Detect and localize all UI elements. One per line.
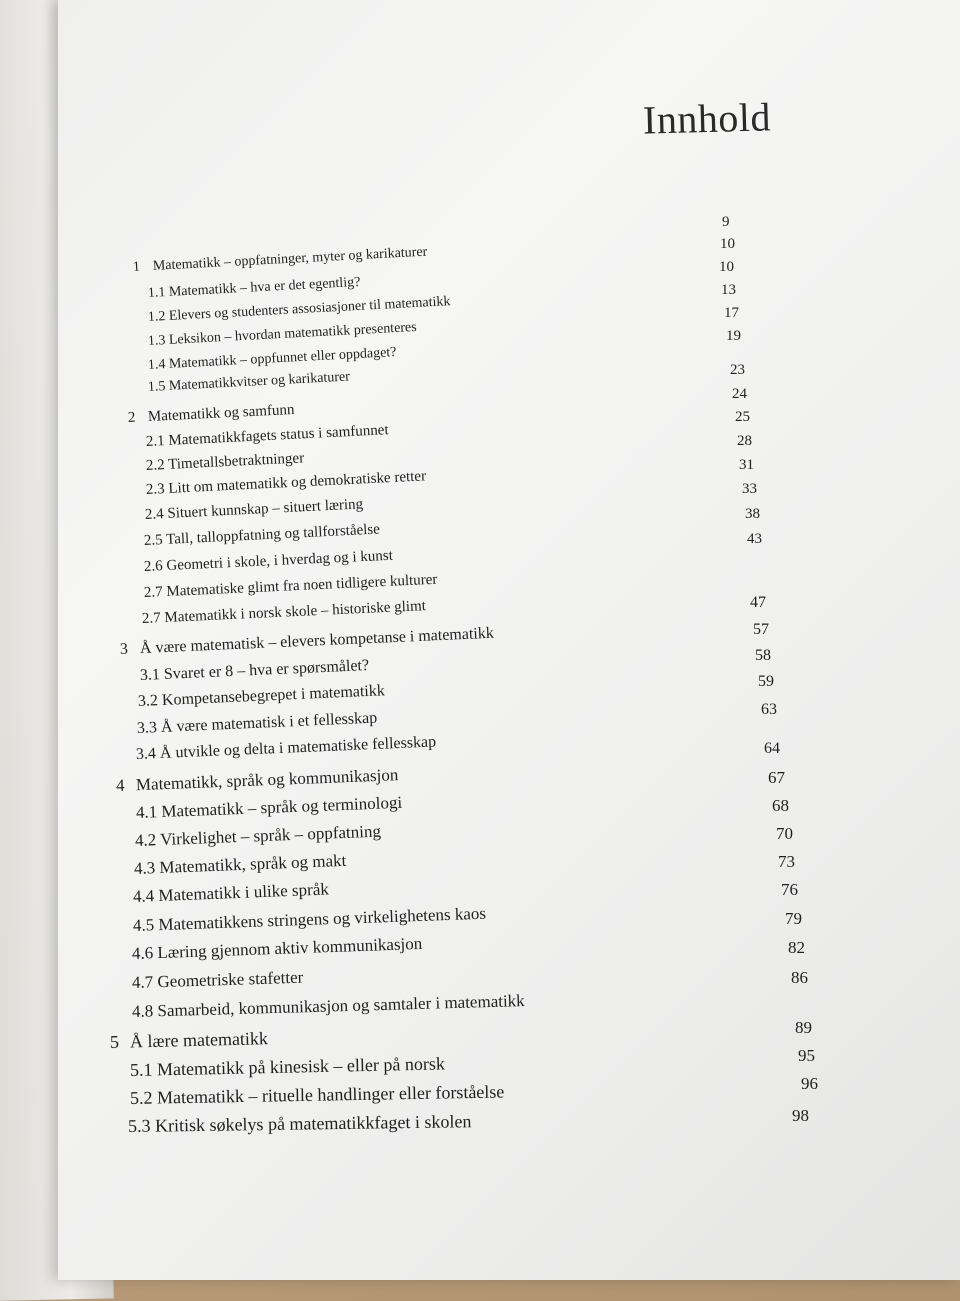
toc-page-number: 82 (788, 938, 805, 957)
section-entry: 4.1 Matematikk – språk og terminologi (135, 792, 403, 822)
chapter-title: Matematikk – oppfatninger, myter og karikaturer (152, 244, 428, 274)
section-entry: 2.7 Matematikk i norsk skole – historiske glimt (141, 598, 427, 627)
chapter-heading (128, 402, 295, 427)
chapter-title: Matematikk, språk og kommunikasjon (135, 765, 399, 795)
toc-page-number: 19 (726, 328, 741, 344)
toc-page-number: 64 (764, 740, 780, 757)
toc-page-number: 79 (785, 909, 802, 928)
section-entry: 3.1 Svaret er 8 – hva er spørsmålet? (139, 657, 370, 684)
section-entry: 4.6 Læring gjennom aktiv kommunikasjon (131, 933, 423, 963)
toc-page-number: 58 (755, 647, 771, 664)
toc-page-number: 76 (781, 880, 798, 899)
section-entry: 3.3 Å være matematisk i et fellesskap (136, 709, 378, 737)
section-entry: 2.1 Matematikkfagets status i samfunnet (145, 422, 389, 450)
chapter-number: 1 (132, 259, 141, 275)
section-entry: 1.3 Leksikon – hvordan matematikk presenteres (147, 319, 418, 349)
toc-page-number: 59 (758, 673, 774, 690)
section-entry: 4.5 Matematikkens stringens og virkelighetens kaos (132, 903, 487, 935)
section-entry: 4.8 Samarbeid, kommunikasjon og samtaler i matematikk (131, 991, 525, 1021)
toc-page-number: 43 (747, 531, 762, 547)
section-entry: 2.4 Situert kunnskap – situert læring (144, 496, 364, 523)
toc-page-number: 57 (753, 621, 769, 638)
chapter-heading (120, 625, 495, 659)
toc-page-number: 10 (719, 259, 734, 275)
toc-page-number: 33 (742, 481, 757, 497)
toc-page-number: 98 (792, 1106, 809, 1125)
section-entry: 5.3 Kritisk søkelys på matematikkfaget i skolen (127, 1111, 472, 1136)
section-entry: 3.2 Kompetansebegrepet i matematikk (137, 682, 386, 710)
toc-page-number: 95 (798, 1046, 815, 1065)
chapter-title: Å lære matematikk (129, 1028, 269, 1052)
toc-page-number: 68 (772, 796, 789, 815)
section-entry: 4.3 Matematikk, språk og makt (133, 850, 347, 878)
toc-page-number: 25 (735, 409, 750, 425)
chapter-heading (133, 245, 428, 276)
section-entry: 1.2 Elevers og studenters assosiasjoner til matematikk (147, 294, 451, 325)
chapter-heading (110, 1028, 268, 1053)
chapter-number: 3 (119, 640, 129, 658)
toc-page-number: 17 (724, 305, 739, 321)
section-entry: 2.6 Geometri i skole, i hverdag og i kunst (143, 547, 394, 575)
section-entry: 5.1 Matematikk på kinesisk – eller på norsk (129, 1053, 446, 1080)
toc-page-number: 96 (801, 1074, 818, 1093)
section-entry: 5.2 Matematikk – rituelle handlinger eller forståelse (129, 1081, 505, 1108)
section-entry: 2.3 Litt om matematikk og demokratiske retter (145, 468, 427, 498)
toc-page-number: 67 (768, 768, 785, 787)
chapter-title: Matematikk og samfunn (147, 401, 295, 426)
toc-page-number: 13 (721, 282, 736, 298)
section-entry: 4.7 Geometriske stafetter (131, 967, 304, 992)
toc-page-number: 70 (776, 824, 793, 843)
toc-page-number: 73 (778, 852, 795, 871)
section-entry: 4.2 Virkelighet – språk – oppfatning (134, 821, 382, 850)
table-of-contents (58, 0, 960, 1280)
toc-page-number: 10 (720, 236, 735, 252)
toc-page-number: 24 (732, 386, 747, 402)
book-page (58, 0, 960, 1280)
section-entry: 1.4 Matematikk – oppfunnet eller oppdaget? (147, 344, 397, 373)
toc-page-number: 31 (739, 457, 754, 473)
page-title: Innhold (642, 94, 772, 143)
toc-page-number: 63 (761, 701, 777, 718)
toc-page-number: 86 (791, 968, 808, 987)
section-entry: 2.2 Timetallsbetraktninger (145, 450, 305, 474)
chapter-number: 4 (115, 775, 125, 795)
toc-page-number: 89 (795, 1018, 812, 1037)
toc-page-number: 47 (750, 594, 766, 611)
section-entry: 2.5 Tall, talloppfatning og tallforståelse (143, 521, 381, 549)
toc-page-number: 9 (722, 214, 730, 230)
section-entry: 1.5 Matematikkvitser og karikaturer (147, 369, 351, 395)
toc-page-number: 38 (745, 506, 760, 522)
toc-page-number: 23 (730, 362, 745, 378)
chapter-heading (116, 765, 399, 796)
chapter-title: Å være matematisk – elevers kompetanse i matematikk (139, 624, 495, 658)
chapter-number: 2 (127, 409, 136, 426)
section-entry: 4.4 Matematikk i ulike språk (132, 879, 330, 906)
section-entry: 3.4 Å utvikle og delta i matematiske fellesskap (135, 733, 437, 763)
section-entry: 2.7 Matematiske glimt fra noen tidligere kulturer (143, 571, 438, 601)
chapter-number: 5 (109, 1031, 120, 1052)
toc-page-number: 28 (737, 433, 752, 449)
section-entry: 1.1 Matematikk – hva er det egentlig? (147, 274, 361, 301)
